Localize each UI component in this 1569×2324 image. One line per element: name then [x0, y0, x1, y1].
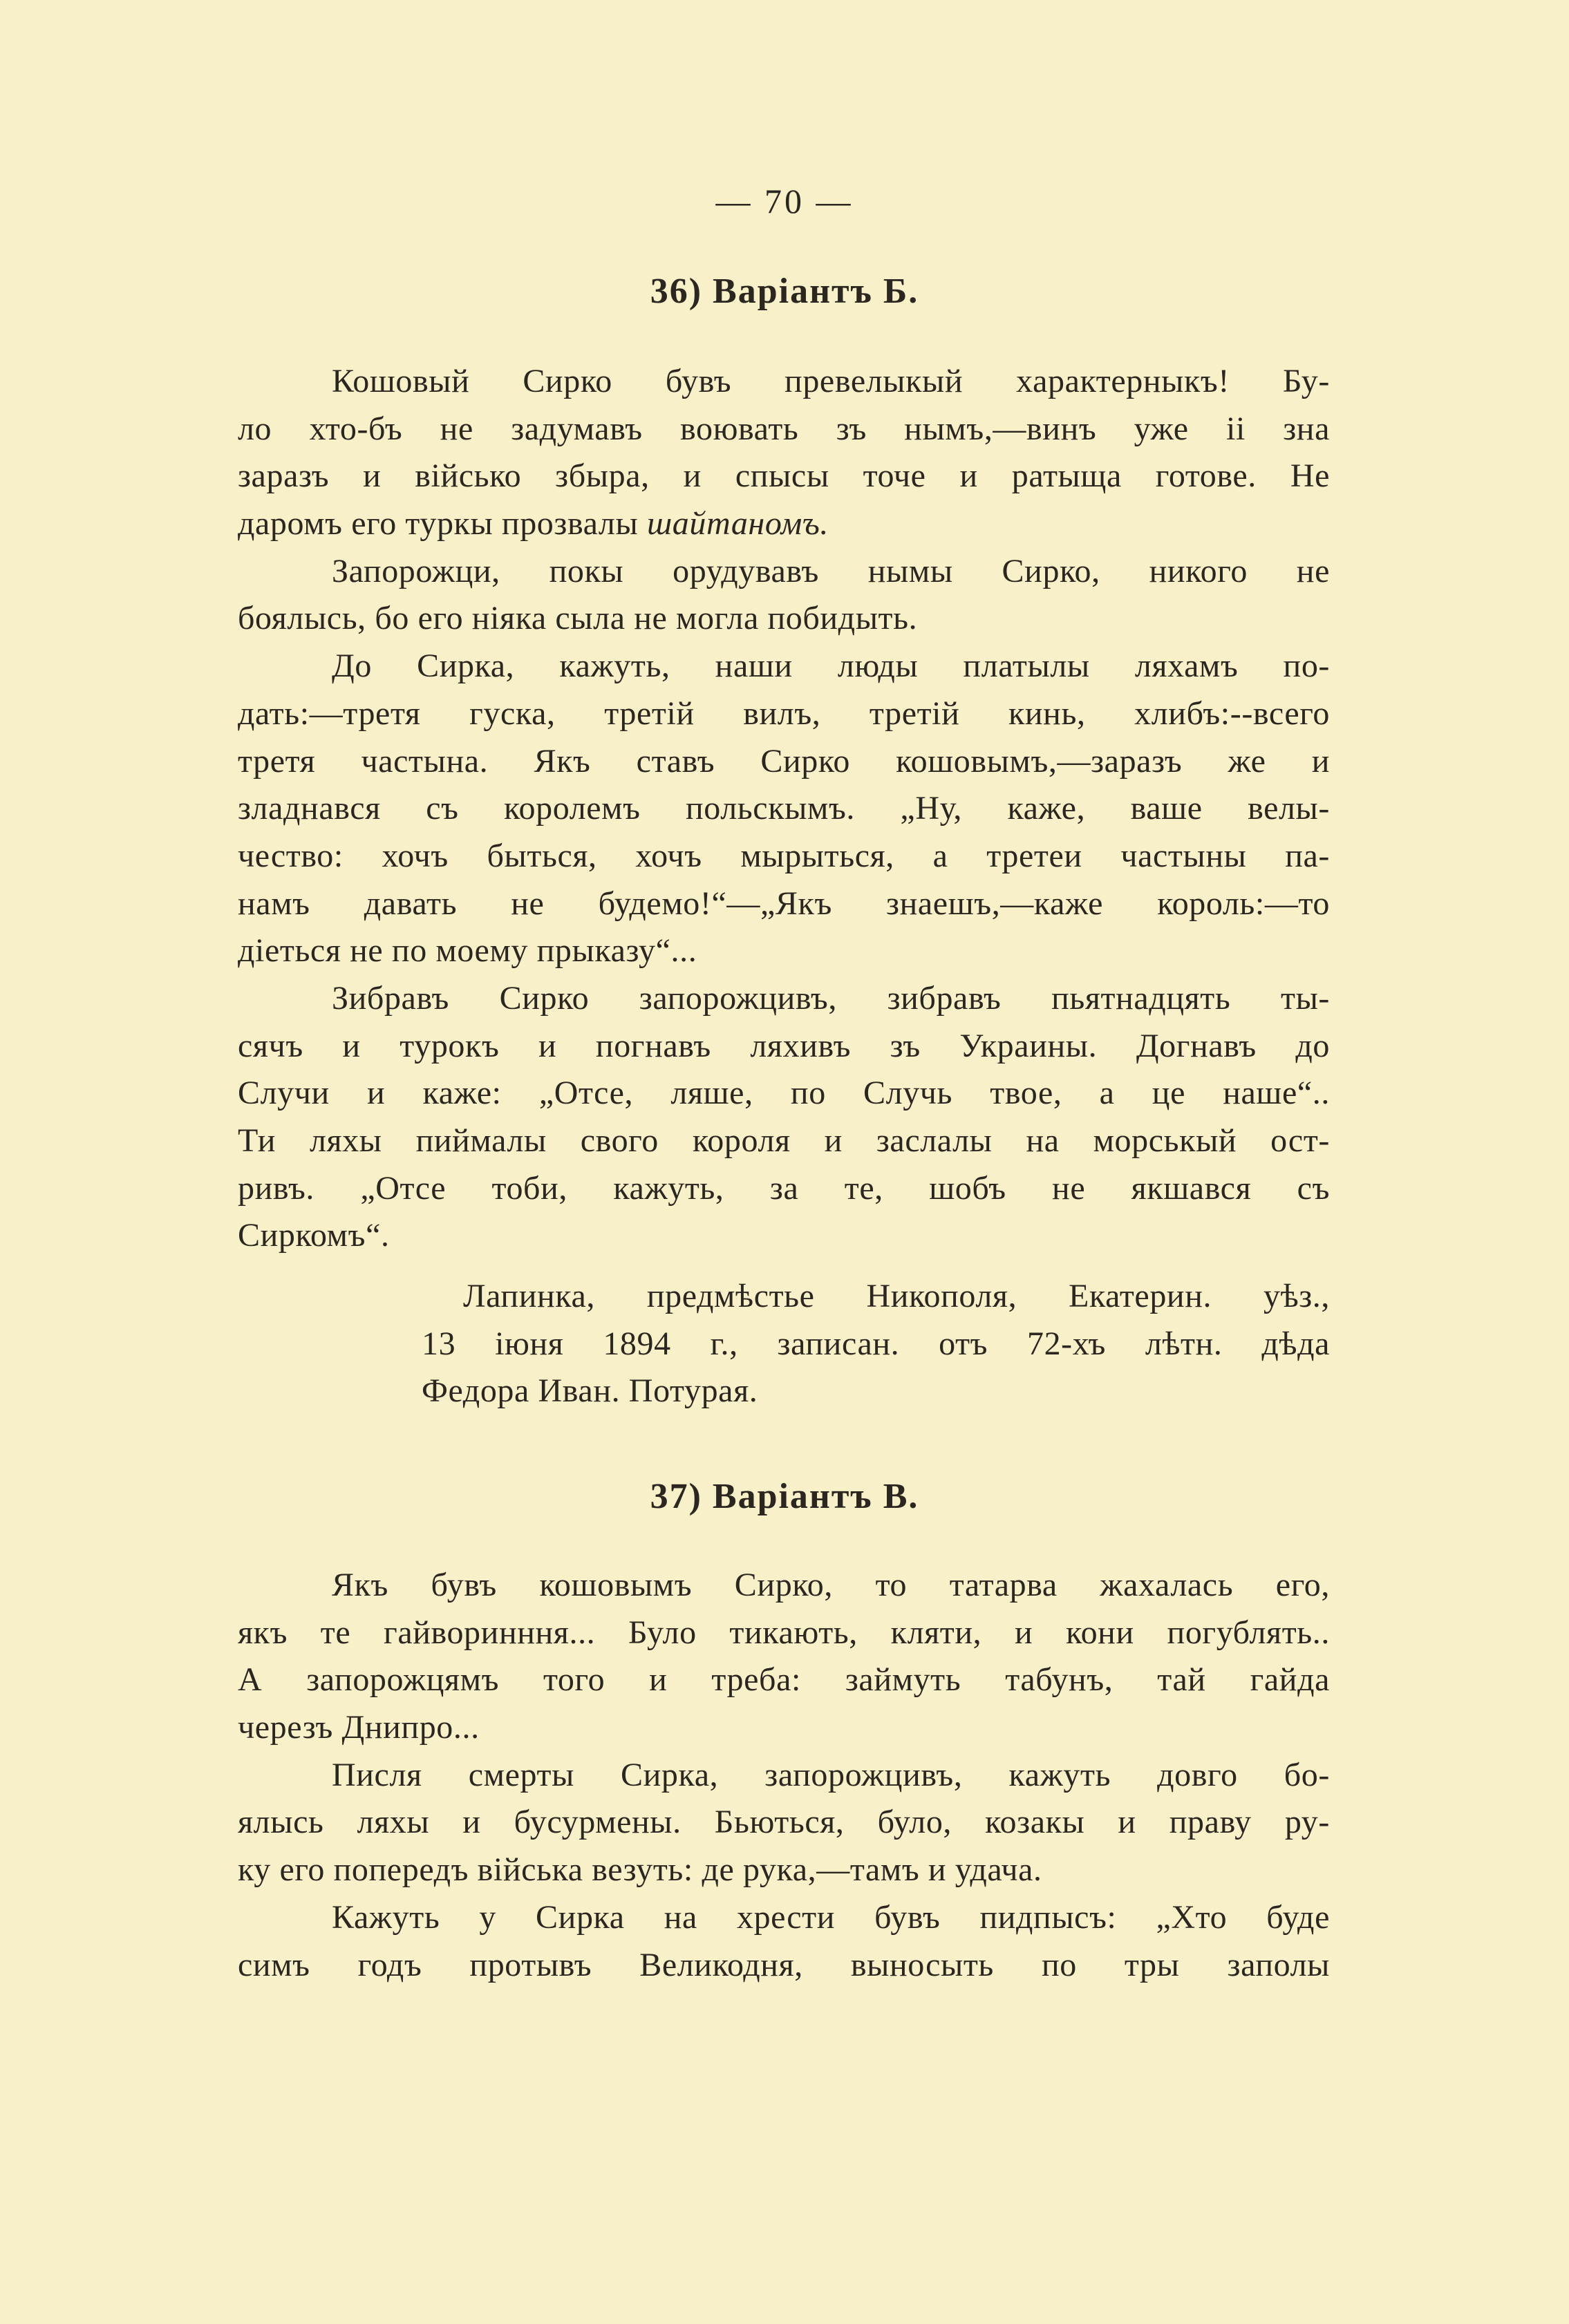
text-line: дать:—третя гуска, третій вилъ, третій кинь, хлибъ:--всего	[238, 695, 1330, 732]
section-36-body	[238, 358, 1330, 1260]
attribution-36	[422, 1273, 1330, 1415]
text-line: Случи и каже: „Отсе, ляше, по Случь твое, а це наше“..	[238, 1075, 1330, 1112]
text-line: боялысь, бо его ніяка сыла не могла побидыть.	[238, 600, 918, 637]
text-line	[238, 500, 1330, 548]
text-line: Ти ляхы пиймалы свого короля и заслалы на морськый ост-	[238, 1122, 1330, 1159]
text-line: ялысь ляхы и бусурмены. Бьються, було, козакы и праву ру-	[238, 1804, 1330, 1841]
page-number: — 70 —	[715, 182, 854, 220]
text-line: Зибравъ Сирко запорожцивъ, зибравъ пьятнадцять ты-	[332, 979, 1330, 1017]
text-line: сячъ и турокъ и погнавъ ляхивъ зъ Украины. Догнавъ до	[238, 1027, 1330, 1064]
text-line: ривъ. „Отсе тоби, кажуть, за те, шобъ не якшався съ	[238, 1169, 1330, 1207]
text-line: якъ те гайворинння... Було тикають, кляти, и кони погублять..	[238, 1614, 1330, 1651]
text-line: Якъ бувъ кошовымъ Сирко, то татарва жахалась его,	[332, 1567, 1330, 1603]
attribution-line: Лапинка, предмѣстье Никополя, Екатерин. уѣз.,	[463, 1278, 1330, 1314]
text-line: діеться не по моему прыказу“...	[238, 932, 697, 970]
text-line: Писля смерты Сирка, запорожцивъ, кажуть довго бо-	[332, 1756, 1330, 1793]
text-line: Кошовый Сирко бувъ превелыкый характерныкъ! Бу-	[332, 363, 1330, 399]
text-line: До Сирка, кажуть, наши люды платылы ляхамъ по-	[332, 648, 1330, 685]
text-line: третя частына. Якъ ставъ Сирко кошовымъ,—заразъ же и	[238, 742, 1330, 780]
text-line: ку его попередъ війська везуть: де рука,—тамъ и удача.	[238, 1851, 1042, 1889]
attribution-line: Федора Иван. Потурая.	[422, 1372, 758, 1410]
text-line: чество: хочъ быться, хочъ мырыться, а третеи частыны па-	[238, 837, 1330, 874]
text-line: Сиркомъ“.	[238, 1217, 390, 1254]
section-37-body	[238, 1562, 1330, 1989]
text-line: заразъ и військо збыра, и спысы точе и ратыща готове. Не	[238, 457, 1330, 495]
text-line: черезъ Днипро...	[238, 1709, 480, 1746]
text-line: ло хто-бъ не задумавъ воювать зъ нымъ,—винъ уже іі зна	[238, 410, 1330, 447]
section-title-37: 37) Варіантъ В.	[650, 1477, 919, 1516]
text-line: зладнався съ королемъ польскымъ. „Ну, каже, ваше велы-	[238, 790, 1330, 827]
attribution-line: 13 іюня 1894 г., записан. отъ 72-хъ лѣтн. дѣда	[422, 1325, 1330, 1362]
text-line: намъ давать не будемо!“—„Якъ знаешъ,—каже король:—то	[238, 885, 1330, 922]
text-line: Кажуть у Сирка на хрести бувъ пидпысъ: „Хто буде	[332, 1898, 1330, 1936]
text-line: А запорожцямъ того и треба: займуть табунъ, тай гайда	[238, 1661, 1330, 1699]
section-title-36: 36) Варіантъ Б.	[650, 272, 919, 311]
text-span: даромъ его туркы прозвалы	[238, 505, 647, 542]
text-line: симъ годъ протывъ Великодня, выносыть по тры заполы	[238, 1946, 1330, 1983]
text-line: Запорожци, покы орудувавъ нымы Сирко, никого не	[332, 552, 1330, 589]
italic-word: шайтаномъ.	[646, 505, 829, 542]
